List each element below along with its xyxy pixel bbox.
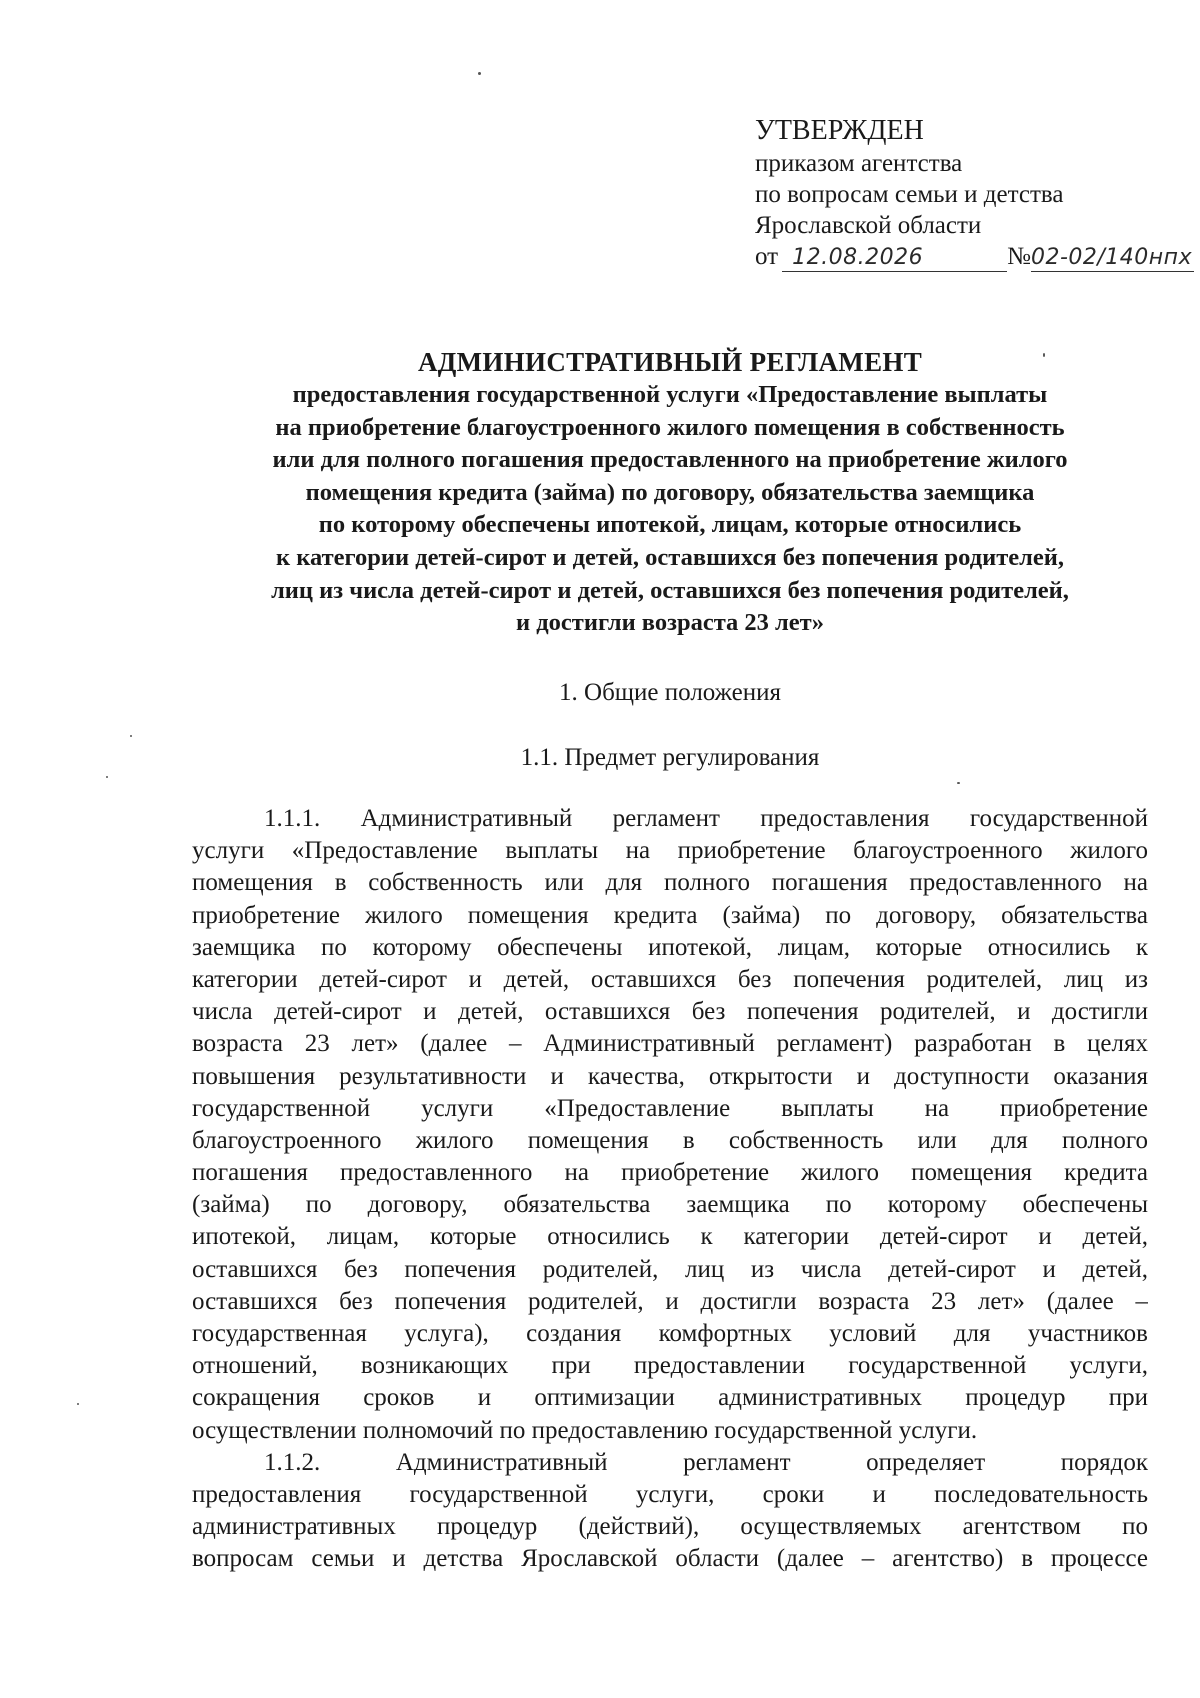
subtitle-line: помещения кредита (займа) по договору, обязательства заемщика	[305, 478, 1035, 506]
paragraph-1-1-2	[192, 1447, 1148, 1576]
text-line: повышения результативности и качества, открытости и доступности оказания	[192, 1062, 1148, 1090]
text-line: благоустроенного жилого помещения в собственность или для полного	[192, 1126, 1148, 1154]
text-line: категории детей-сирот и детей, оставшихся без попечения родителей, лиц из	[192, 965, 1148, 993]
text-line: оставшихся без попечения родителей, лиц из числа детей-сирот и детей,	[192, 1255, 1148, 1283]
subtitle-line: предоставления государственной услуги «Предоставление выплаты	[292, 381, 1048, 408]
subtitle-line: лиц из числа детей-сирот и детей, оставшихся без попечения родителей,	[271, 576, 1069, 604]
handwritten-date: 12.08.2026	[792, 245, 924, 270]
text-line: заемщика по которому обеспечены ипотекой, лицам, которые относились к	[192, 933, 1148, 961]
approval-heading: УТВЕРЖДЕН	[755, 115, 924, 146]
text-line: погашения предоставленного на приобретение жилого помещения кредита	[192, 1159, 1148, 1187]
paragraph-1-1-1	[192, 803, 1148, 1447]
text-line: государственная услуга), создания комфортных условий для участников	[192, 1320, 1148, 1347]
text-line: (займа) по договору, обязательства заемщика по которому обеспечены	[192, 1191, 1148, 1219]
document-subtitle	[170, 379, 1170, 640]
date-prefix: от	[755, 243, 779, 270]
section-heading: 1. Общие положения	[559, 679, 781, 706]
text-line: административных процедур (действий), осуществляемых агентством по	[192, 1513, 1148, 1541]
text-line: возраста 23 лет» (далее – Административный регламент) разработан в целях	[192, 1030, 1148, 1058]
date-field	[782, 244, 1007, 272]
document-body	[192, 803, 1148, 1576]
subsection-heading: 1.1. Предмет регулирования	[520, 744, 820, 771]
approval-line: Ярославской области	[755, 212, 982, 239]
subtitle-line: к категории детей-сирот и детей, оставшихся без попечения родителей,	[275, 543, 1064, 571]
text-line: сокращения сроков и оптимизации административных процедур при	[192, 1384, 1148, 1412]
text-line: вопросам семьи и детства Ярославской области (далее – агентство) в процессе	[192, 1545, 1148, 1573]
text-line: 1.1.1. Административный регламент предоставления государственной	[264, 805, 1148, 832]
approval-line: по вопросам семьи и детства	[755, 181, 1064, 208]
approval-block	[755, 114, 1194, 272]
subtitle-line: на приобретение благоустроенного жилого помещения в собственность	[275, 413, 1065, 441]
scan-speck	[77, 1403, 79, 1405]
approval-line: приказом агентства	[755, 150, 963, 177]
document-title: АДМИНИСТРАТИВНЫЙ РЕГЛАМЕНТ	[417, 347, 923, 377]
text-line: помещения в собственность или для полного погашения предоставленного на	[192, 869, 1148, 897]
approval-date-line	[755, 241, 1194, 272]
text-line: оставшихся без попечения родителей, и достигли возраста 23 лет» (далее –	[192, 1287, 1148, 1315]
number-prefix: №	[1007, 243, 1031, 270]
number-field	[1031, 244, 1194, 272]
document-title-block	[170, 345, 1170, 640]
subtitle-line: по которому обеспечены ипотекой, лицам, которые относились	[318, 511, 1022, 539]
subtitle-line: или для полного погашения предоставленного на приобретение жилого	[272, 446, 1068, 474]
text-line: 1.1.2. Административный регламент определяет порядок	[264, 1448, 1148, 1476]
text-line: отношений, возникающих при предоставлении государственной услуги,	[192, 1352, 1148, 1380]
scan-speck	[106, 776, 108, 778]
text-line: приобретение жилого помещения кредита (займа) по договору, обязательства	[192, 901, 1148, 929]
text-line: ипотекой, лицам, которые относились к категории детей-сирот и детей,	[192, 1223, 1148, 1251]
subtitle-line: и достигли возраста 23 лет»	[516, 609, 824, 637]
scan-speck	[478, 72, 481, 75]
text-line: услуги «Предоставление выплаты на приобретение благоустроенного жилого	[192, 837, 1148, 865]
text-line: государственной услуги «Предоставление выплаты на приобретение	[192, 1094, 1148, 1122]
scan-speck	[130, 735, 132, 737]
text-line: осуществлении полномочий по предоставлению государственной услуги.	[192, 1416, 978, 1444]
handwritten-number: 02-02/140нпх	[1030, 245, 1193, 270]
text-line: предоставления государственной услуги, сроки и последовательность	[192, 1480, 1148, 1508]
scan-speck	[1043, 353, 1045, 357]
text-line: числа детей-сирот и детей, оставшихся без попечения родителей, и достигли	[192, 998, 1148, 1026]
scan-speck	[957, 782, 960, 784]
